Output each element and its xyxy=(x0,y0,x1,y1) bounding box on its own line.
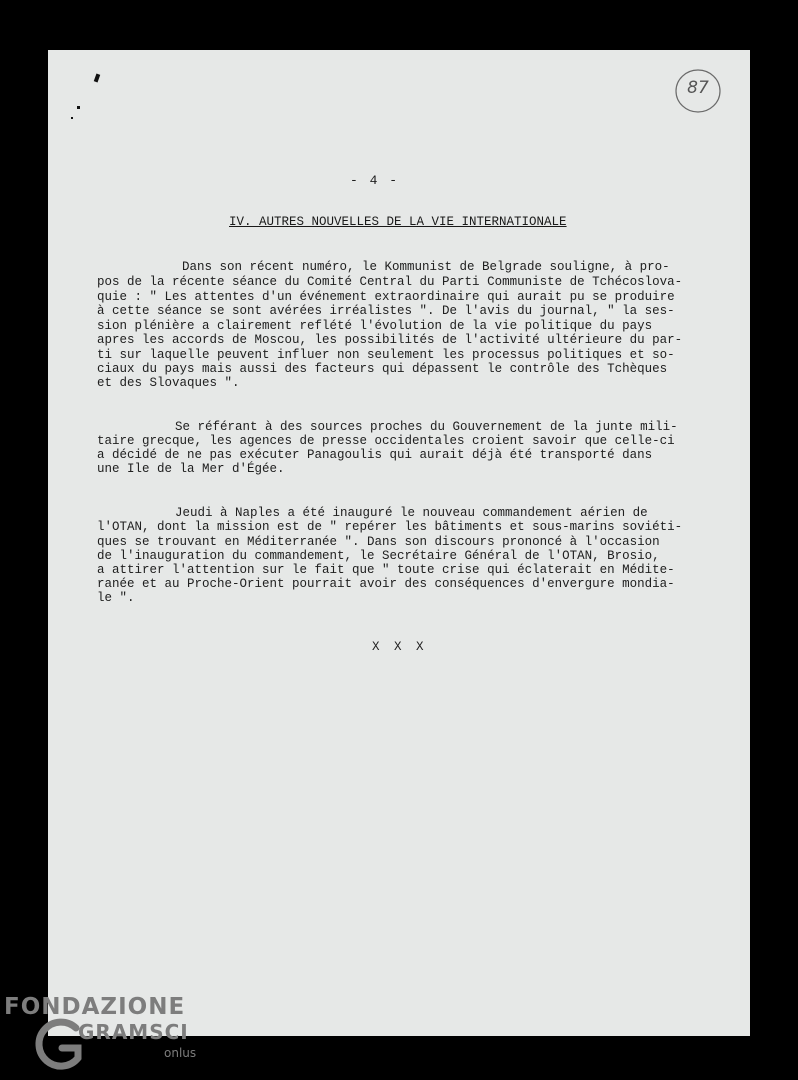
paragraph-1-line-4: à cette séance se sont avérées irréalistes ". De l'avis du journal, " la ses- xyxy=(97,304,675,318)
paragraph-1-line-7: ti sur laquelle peuvent influer non seulement les processus politiques et so- xyxy=(97,348,675,362)
paragraph-2-line-3: a décidé de ne pas exécuter Panagoulis qui aurait déjà été transporté dans xyxy=(97,448,653,462)
paragraph-3-line-1: Jeudi à Naples a été inauguré le nouveau commandement aérien de xyxy=(175,506,648,520)
paragraph-2-line-1: Se référant à des sources proches du Gouvernement de la junte mili- xyxy=(175,420,678,434)
paragraph-1-line-5: sion plénière a clairement reflété l'évolution de la vie politique du pays xyxy=(97,319,653,333)
watermark-line-2: GRAMSCI xyxy=(78,1020,189,1044)
paragraph-1-line-3: quie : " Les attentes d'un événement extraordinaire qui aurait pu se produire xyxy=(97,290,675,304)
paragraph-1-line-6: apres les accords de Moscou, les possibilités de l'activité ultérieure du par- xyxy=(97,333,683,347)
paragraph-2-line-4: une Ile de la Mer d'Égée. xyxy=(97,462,285,476)
typewriter-mark xyxy=(71,117,73,119)
closing-mark: X X X xyxy=(372,640,426,654)
fondazione-gramsci-watermark xyxy=(4,994,204,1074)
watermark-line-1: FONDAZIONE xyxy=(4,994,186,1020)
watermark-line-3: onlus xyxy=(164,1046,197,1060)
paragraph-2-line-2: taire grecque, les agences de presse occidentales croient savoir que celle-ci xyxy=(97,434,675,448)
paragraph-3-line-6: ranée et au Proche-Orient pourrait avoir des conséquences d'envergure mondia- xyxy=(97,577,675,591)
paragraph-3-line-7: le ". xyxy=(97,591,135,605)
paragraph-3-line-3: ques se trouvant en Méditerranée ". Dans son discours prononcé à l'occasion xyxy=(97,535,660,549)
paragraph-3-line-2: l'OTAN, dont la mission est de " repérer les bâtiments et sous-marins soviéti- xyxy=(97,520,683,534)
page-number: - 4 - xyxy=(350,173,400,188)
paragraph-3-line-5: a attirer l'attention sur le fait que " toute crise qui éclaterait en Médite- xyxy=(97,563,675,577)
section-heading: IV. AUTRES NOUVELLES DE LA VIE INTERNATIONALE xyxy=(229,215,567,229)
folio-number: 87 xyxy=(687,78,709,98)
paragraph-1-line-1: Dans son récent numéro, le Kommunist de Belgrade souligne, à pro- xyxy=(182,260,670,274)
paragraph-1-line-8: ciaux du pays mais aussi des facteurs qui dépassent le contrôle des Tchèques xyxy=(97,362,668,376)
folio-number-stamp xyxy=(674,66,722,114)
typewriter-mark xyxy=(77,106,80,109)
paragraph-1-line-2: pos de la récente séance du Comité Central du Parti Communiste de Tchécoslova- xyxy=(97,275,683,289)
paragraph-3-line-4: de l'inauguration du commandement, le Secrétaire Général de l'OTAN, Brosio, xyxy=(97,549,660,563)
paragraph-1-line-9: et des Slovaques ". xyxy=(97,376,240,390)
